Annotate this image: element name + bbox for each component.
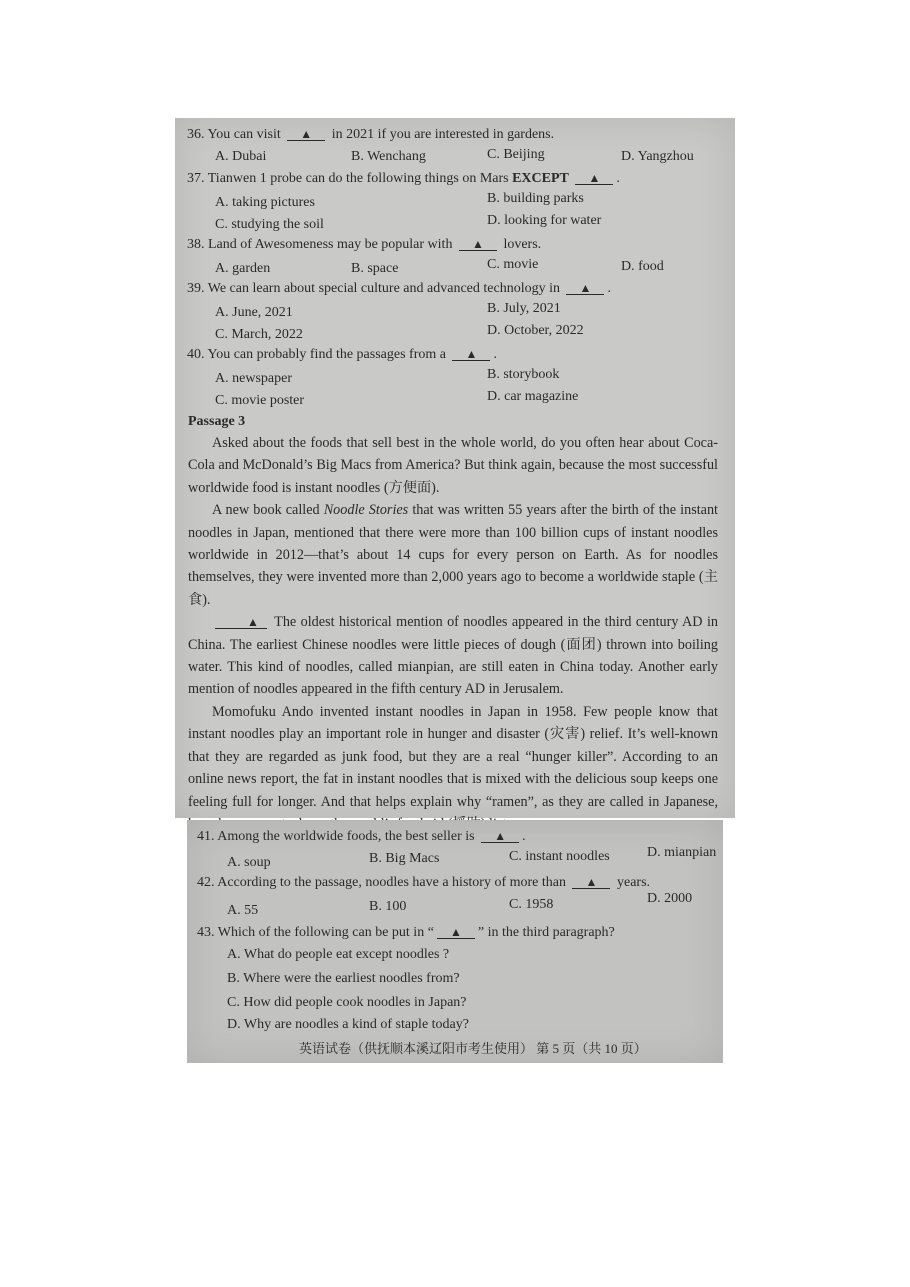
option-39b: B. July, 2021: [487, 301, 561, 316]
option-36b: B. Wenchang: [351, 149, 426, 164]
question-text: Land of Awesomeness may be popular with: [208, 237, 453, 252]
option-37d: D. looking for water: [487, 213, 602, 228]
option-38a: A. garden: [215, 261, 271, 276]
question-text: years.: [616, 875, 651, 890]
passage-paragraph-4: Momofuku Ando invented instant noodles in Japan in 1958. Few people know that instant noodles play an important role in hunger and disaster (灾害) relief. It’s well-known that they are regarded as junk food, but they are a real “hunger killer”. According to an online news report, the fat in instant noodles that is mixed with the delicious soup keeps one feeling full for longer. And that helps explain why “ramen”, as they are called in Japanese,: [188, 703, 718, 810]
option-43a: A. What do people eat except noodles ?: [227, 947, 450, 962]
question-39: [187, 280, 611, 298]
question-number: 42.: [197, 875, 215, 890]
answer-blank: ▲: [452, 348, 490, 361]
option-38c: C. movie: [487, 257, 539, 272]
answer-blank: ▲: [437, 926, 475, 939]
option-36a: A. Dubai: [215, 149, 267, 164]
option-40b: B. storybook: [487, 367, 560, 382]
question-40: [187, 346, 497, 364]
option-42b: B. 100: [369, 899, 407, 914]
option-43c: C. How did people cook noodles in Japan?: [227, 995, 467, 1010]
answer-blank: ▲: [566, 282, 604, 295]
option-41c: C. instant noodles: [509, 849, 610, 864]
exam-photo-bottom: [187, 820, 723, 1063]
question-text: Tianwen 1 probe can do the following things on Mars: [207, 171, 509, 186]
question-38: [187, 236, 541, 254]
option-40d: D. car magazine: [487, 389, 579, 404]
question-number: 39.: [187, 281, 205, 296]
question-text: lovers.: [503, 237, 542, 252]
question-text: We can learn about special culture and advanced technology in: [207, 281, 560, 296]
page-footer: 英语试卷（供抚顺本溪辽阳市考生使用） 第 5 页（共 10 页）: [299, 1041, 647, 1056]
passage-heading: Passage 3: [188, 414, 246, 429]
passage-paragraph-3: ▲ The oldest historical mention of noodles appeared in the third century AD in China. The earliest Chinese noodles were little pieces of dough (面团) thrown into boiling water. This kind of noodles, called mianpian, are still eaten in China today. Another early mention of noodles appeared in the fifth century AD in Jerusalem.: [188, 614, 718, 698]
question-41: [197, 828, 526, 846]
book-title: Noodle Stories: [323, 502, 409, 519]
exam-photo-top: [175, 118, 735, 818]
question-43: [197, 924, 615, 942]
question-text: in 2021 if you are interested in gardens.: [331, 127, 555, 142]
option-43b: B. Where were the earliest noodles from?: [227, 971, 460, 986]
question-number: 43.: [197, 925, 215, 940]
question-37: [187, 170, 620, 188]
passage-paragraph-2: A new book called Noodle Stories that was written 55 years after the birth of the instant noodles in Japan, mentioned that there were more than 100 billion cups of instant noodles worldwide in 2012—that’s about 14 cups for every person on Earth. As for noodles themselves, they were invented more than 2,000 years ago to become a worldwide staple (主食).: [188, 502, 718, 608]
option-43d: D. Why are noodles a kind of staple today?: [227, 1017, 469, 1032]
passage-paragraph-1: Asked about the foods that sell best in the whole world, do you often hear about Coca-Cola and McDonald’s Big Macs from America? But think again, because the most successful worldwide food is instant noodles (方便面).: [188, 435, 718, 496]
option-37a: A. taking pictures: [215, 195, 315, 210]
option-38d: D. food: [621, 259, 664, 274]
option-37b: B. building parks: [487, 191, 584, 206]
question-text: Which of the following can be put in “: [217, 925, 434, 940]
option-39a: A. June, 2021: [215, 305, 293, 320]
answer-blank: ▲: [459, 238, 497, 251]
answer-blank: ▲: [481, 830, 519, 843]
question-36: [187, 126, 554, 144]
option-38b: B. space: [351, 261, 399, 276]
question-number: 40.: [187, 347, 205, 362]
question-number: 38.: [187, 237, 205, 252]
option-41d: D. mianpian: [647, 845, 717, 860]
question-text: You can probably find the passages from a: [207, 347, 446, 362]
option-40c: C. movie poster: [215, 393, 305, 408]
question-text: .: [522, 829, 526, 844]
answer-blank: ▲: [575, 172, 613, 185]
answer-blank: ▲: [287, 128, 325, 141]
question-text: .: [493, 347, 497, 362]
question-number: 37.: [187, 171, 205, 186]
passage-body: [188, 432, 718, 835]
emphasis-except: EXCEPT: [512, 171, 569, 186]
option-39c: C. March, 2022: [215, 327, 303, 342]
question-text: ” in the third paragraph?: [477, 925, 615, 940]
question-text: .: [616, 171, 620, 186]
option-40a: A. newspaper: [215, 371, 292, 386]
option-41b: B. Big Macs: [369, 851, 440, 866]
question-42: [197, 874, 650, 892]
option-42a: A. 55: [227, 903, 259, 918]
option-42c: C. 1958: [509, 897, 554, 912]
option-39d: D. October, 2022: [487, 323, 584, 338]
option-36d: D. Yangzhou: [621, 149, 694, 164]
question-text: Among the worldwide foods, the best seller is: [217, 829, 475, 844]
option-36c: C. Beijing: [487, 147, 545, 162]
question-number: 41.: [197, 829, 215, 844]
answer-blank: ▲: [572, 876, 610, 889]
paragraph-blank: ▲: [215, 616, 267, 629]
option-41a: A. soup: [227, 855, 271, 870]
question-text: You can visit: [207, 127, 281, 142]
question-text: According to the passage, noodles have a history of more than: [217, 875, 566, 890]
question-text: .: [607, 281, 611, 296]
option-42d: D. 2000: [647, 891, 693, 906]
question-number: 36.: [187, 127, 205, 142]
option-37c: C. studying the soil: [215, 217, 324, 232]
